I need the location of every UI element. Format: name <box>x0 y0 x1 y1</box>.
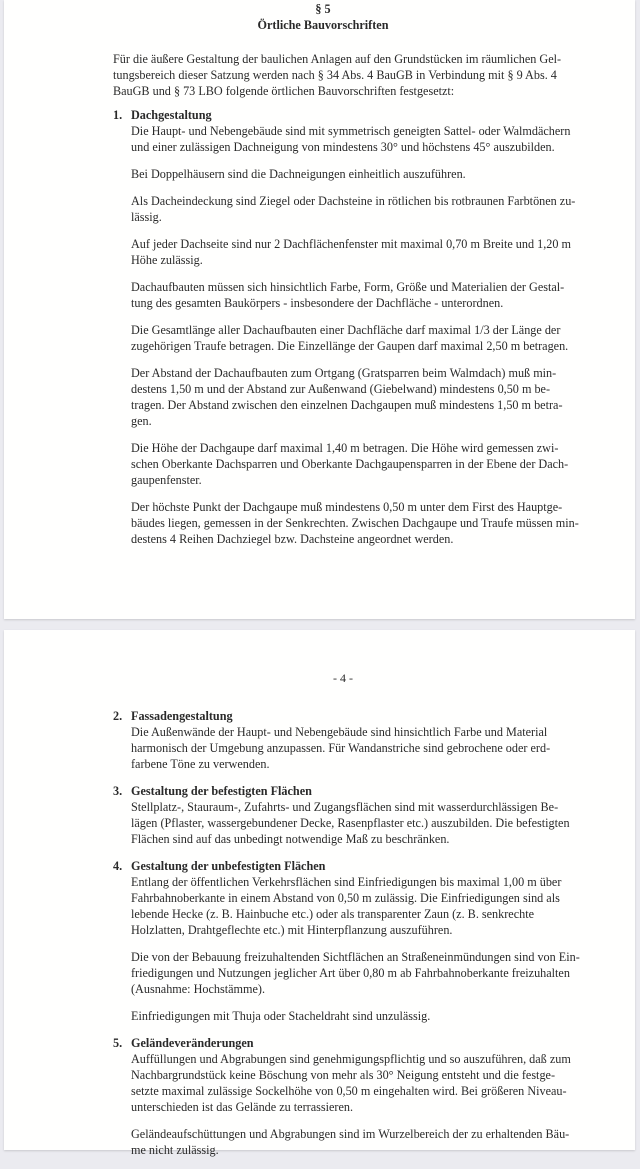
paragraph <box>131 322 603 354</box>
text-line: Die von der Bebauung freizuhaltenden Sichtflächen an Straßeneinmündungen sind von Ein- <box>131 950 580 964</box>
paragraph <box>131 499 603 547</box>
page-number: - 4 - <box>333 671 353 685</box>
section-heading: Dachgestaltung <box>131 108 212 122</box>
intro-paragraph <box>113 51 603 99</box>
paragraph <box>131 1051 603 1115</box>
numbered-section <box>113 1035 603 1158</box>
section-number: 5. <box>113 1036 123 1050</box>
section-heading: Fassadengestaltung <box>131 709 233 723</box>
numbered-section <box>113 858 603 1024</box>
text-line: gen. <box>131 414 152 428</box>
text-line: unterschieden ist das Gelände zu terrassieren. <box>131 1100 353 1114</box>
text-line: tragen. Der Abstand zwischen den einzelnen Dachgaupen muß mindestens 1,50 m betra- <box>131 398 563 412</box>
text-line: Für die äußere Gestaltung der baulichen Anlagen auf den Grundstücken im räumlichen Gel- <box>113 52 562 66</box>
text-line: und einer zulässigen Dachneigung von mindestens 30° und höchstens 45° auszubilden. <box>131 140 555 154</box>
page-title: Örtliche Bauvorschriften <box>257 18 389 32</box>
text-line: BauGB und § 73 LBO folgende örtlichen Bauvorschriften festgesetzt: <box>113 84 455 98</box>
text-line: lässig. <box>131 210 162 224</box>
text-line: Nachbargrundstück keine Böschung von mehr als 30° Neigung entsteht und die festge- <box>131 1068 556 1082</box>
paragraph <box>131 123 603 155</box>
text-line: setzte maximal zulässige Sockelhöhe von 0,50 m eingehalten wird. Bei größeren Niveau- <box>131 1084 567 1098</box>
text-line: Flächen sind auf das unbedingt notwendige Maß zu beschränken. <box>131 832 450 846</box>
text-line: Die Höhe der Dachgaupe darf maximal 1,40 m betragen. Die Höhe wird gemessen zwi- <box>131 441 559 455</box>
numbered-section <box>113 107 603 547</box>
text-line: (Ausnahme: Hochstämme). <box>131 982 266 996</box>
text-line: Die Haupt- und Nebengebäude sind mit symmetrisch geneigten Sattel- oder Walmdächern <box>131 124 571 138</box>
text-line: Als Dacheindeckung sind Ziegel oder Dachsteine in rötlichen bis rotbraunen Farbtönen zu- <box>131 194 576 208</box>
text-line: zugehörigen Traufe betragen. Die Einzellänge der Gaupen darf maximal 2,50 m betragen. <box>131 339 569 353</box>
section-heading: Gestaltung der befestigten Flächen <box>131 784 312 798</box>
text-line: destens 1,50 m und der Abstand zur Außenwand (Giebelwand) mindestens 0,50 m be- <box>131 382 551 396</box>
text-line: Höhe zulässig. <box>131 253 203 267</box>
paragraph <box>131 365 603 429</box>
text-line: Stellplatz-, Stauraum-, Zufahrts- und Zugangsflächen sind mit wasserdurchlässigen Be- <box>131 800 559 814</box>
text-line: gaupenfenster. <box>131 473 202 487</box>
paragraph <box>131 193 603 225</box>
text-line: Der höchste Punkt der Dachgaupe muß mindestens 0,50 m unter dem First des Hauptge- <box>131 500 563 514</box>
text-line: Holzlatten, Drahtgeflechte etc.) mit Hinterpflanzung auszuführen. <box>131 923 453 937</box>
paragraph <box>131 1126 603 1158</box>
paragraph <box>131 724 603 772</box>
text-line: me nicht zulässig. <box>131 1143 219 1157</box>
text-line: lebende Hecke (z. B. Hainbuche etc.) oder als transparenter Zaun (z. B. senkrechte <box>131 907 535 921</box>
text-line: Auf jeder Dachseite sind nur 2 Dachflächenfenster mit maximal 0,70 m Breite und 1,20 m <box>131 237 571 251</box>
paragraph <box>131 236 603 268</box>
text-line: lägen (Pflaster, wassergebundener Decke, Rasenpflaster etc.) auszubilden. Die befestigten <box>131 816 570 830</box>
text-line: Der Abstand der Dachaufbauten zum Ortgang (Gratsparren beim Walmdach) muß min- <box>131 366 557 380</box>
section-number: 3. <box>113 784 123 798</box>
section-number: 2. <box>113 709 123 723</box>
text-line: harmonisch der Umgebung anzupassen. Für Wandanstriche sind gebrochene oder erd- <box>131 741 551 755</box>
text-line: Fahrbahnoberkante in einem Abstand von 0,50 m zulässig. Die Einfriedigungen sind als <box>131 891 560 905</box>
text-line: Entlang der öffentlichen Verkehrsflächen sind Einfriedigungen bis maximal 1,00 m über <box>131 875 562 889</box>
text-line: Die Außenwände der Haupt- und Nebengebäude sind hinsichtlich Farbe und Material <box>131 725 548 739</box>
document-page-4 <box>4 630 635 1157</box>
paragraph <box>131 440 603 488</box>
text-line: friedigungen und Nutzungen jeglicher Art über 0,80 m ab Fahrbahnoberkante freizuhalten <box>131 966 570 980</box>
paragraph <box>131 874 603 938</box>
section-heading: Geländeveränderungen <box>131 1036 254 1050</box>
section-heading: Gestaltung der unbefestigten Flächen <box>131 859 326 873</box>
numbered-section <box>113 708 603 772</box>
document-page-3 <box>4 0 635 619</box>
section-number: 4. <box>113 859 123 873</box>
text-line: Einfriedigungen mit Thuja oder Stacheldraht sind unzulässig. <box>131 1009 431 1023</box>
paragraph <box>131 949 603 997</box>
text-line: Dachaufbauten müssen sich hinsichtlich Farbe, Form, Größe und Materialien der Gestal- <box>131 280 565 294</box>
text-line: tung des gesamten Baukörpers - insbesondere der Dachfläche - unterordnen. <box>131 296 504 310</box>
paragraph <box>131 166 603 182</box>
section-number: 1. <box>113 108 123 122</box>
text-line: farbene Töne zu verwenden. <box>131 757 270 771</box>
paragraph <box>131 1008 603 1024</box>
text-line: Die Gesamtlänge aller Dachaufbauten einer Dachfläche darf maximal 1/3 der Länge der <box>131 323 561 337</box>
section-mark: § 5 <box>315 2 331 16</box>
text-line: Bei Doppelhäusern sind die Dachneigungen einheitlich auszuführen. <box>131 167 466 181</box>
text-line: bäudes liegen, gemessen in der Senkrechten. Zwischen Dachgaupe und Traufe müssen min- <box>131 516 579 530</box>
paragraph <box>131 799 603 847</box>
paragraph <box>131 279 603 311</box>
text-line: destens 4 Reihen Dachziegel bzw. Dachsteine angeordnet werden. <box>131 532 454 546</box>
text-line: Auffüllungen und Abgrabungen sind genehmigungspflichtig und so auszuführen, daß zum <box>131 1052 571 1066</box>
text-line: schen Oberkante Dachsparren und Oberkante Dachgaupensparren in der Ebene der Dach- <box>131 457 569 471</box>
text-line: Geländeaufschüttungen und Abgrabungen sind im Wurzelbereich der zu erhaltenden Bäu- <box>131 1127 570 1141</box>
numbered-section <box>113 783 603 847</box>
text-line: tungsbereich dieser Satzung werden nach § 34 Abs. 4 BauGB in Verbindung mit § 9 Abs. 4 <box>113 68 557 82</box>
